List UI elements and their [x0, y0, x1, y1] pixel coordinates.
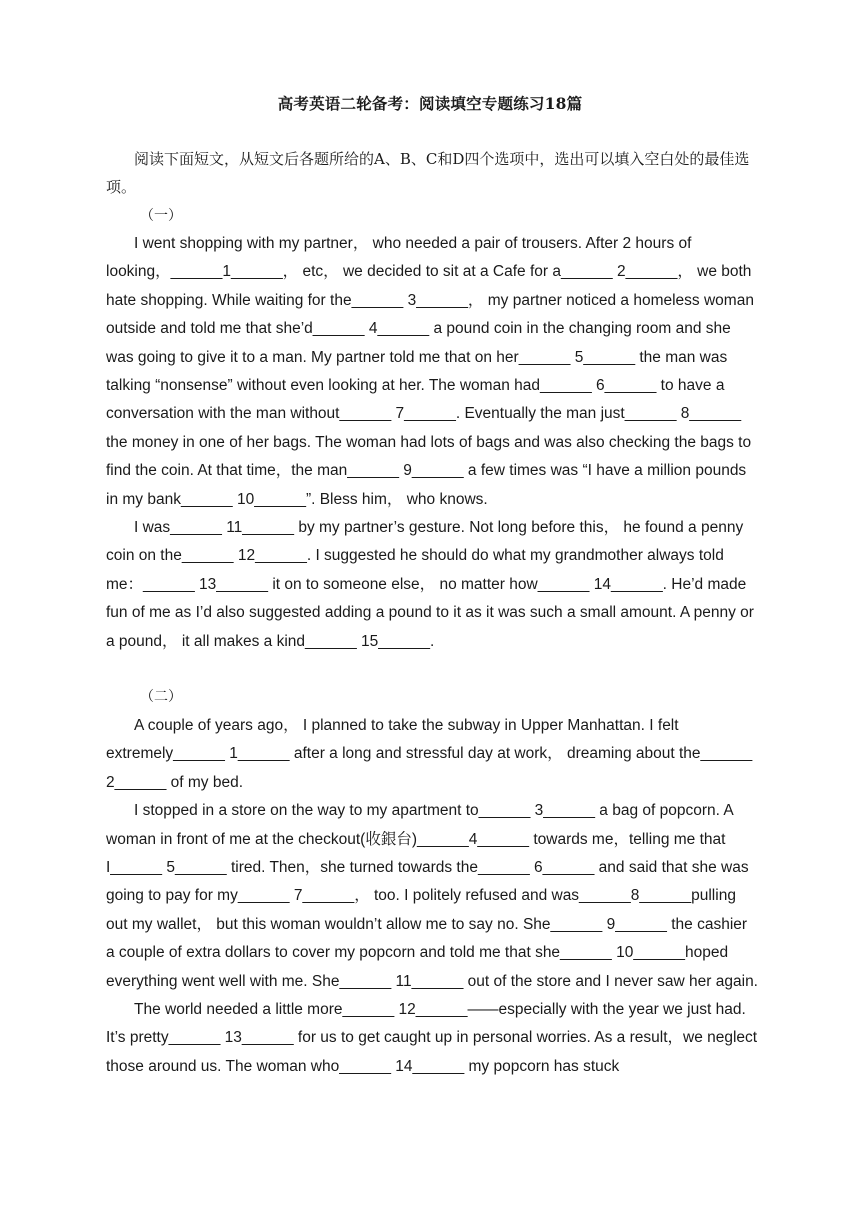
passage-1-paragraph: I went shopping with my partner， who needed a pair of trousers. After 2 hours of looking，______1______， etc， we decided to sit at a Cafe for a______ 2______， we both hate shopping. While waiting for the______ 3______， my partner noticed a homeless woman outside and told me that she’d______ 4______ a pound coin in the changing room and she was going to give it to a man. My partner told me that on her______ 5______ the man was talking “nonsense” without even looking at her. The woman had______ 6______ to have a conversation with the man without______ 7______. Eventually the man just______ 8______ the money in one of her bags. The woman had lots of bags and was also checking the bags to find the coin. At that time，the man______ 9______ a few times was “I have a million pounds in my bank______ 10______”. Bless him， who knows.: [106, 235, 754, 508]
section-label-2: （二）: [140, 689, 182, 705]
passage-1-paragraph: I was______ 11______ by my partner’s gesture. Not long before this， he found a penny coin on the______ 12______. I suggested he should do what my grandmother always told me：______ 13______ it on to someone else， no matter how______ 14______. He’d made fun of me as I’d also suggested adding a pound to it as it was such a small amount. A penny or a pound， it all makes a kind______ 15______.: [106, 519, 754, 650]
document-title: 高考英语二轮备考：阅读填空专题练习18篇: [277, 94, 583, 113]
passage-1: [106, 230, 758, 656]
section-label-1: （一）: [140, 208, 182, 224]
passage-2: [106, 712, 758, 1081]
passage-2-paragraph: I stopped in a store on the way to my apartment to______ 3______ a bag of popcorn. A woman in front of me at the checkout(收銀台)______4______ towards me，telling me that I______ 5______ tired. Then，she turned towards the______ 6______ and said that she was going to pay for my______ 7______， too. I politely refused and was______8______pulling out my wallet， but this woman wouldn’t allow me to say no. She______ 9______ the cashier a couple of extra dollars to cover my popcorn and told me that she______ 10______hoped everything went well with me. She______ 11______ out of the store and I never saw her again.: [106, 802, 758, 990]
instructions-text: 阅读下面短文，从短文后各题所给的A、B、C和D四个选项中，选出可以填入空白处的最佳选项。: [106, 150, 750, 196]
passage-2-paragraph: A couple of years ago， I planned to take the subway in Upper Manhattan. I felt extremely______ 1______ after a long and stressful day at work， dreaming about the______ 2______ of my bed.: [106, 717, 753, 791]
passage-2-paragraph: The world needed a little more______ 12______——especially with the year we just had. It’s pretty______ 13______ for us to get caught up in personal worries. As a result，we neglect those around us. The woman who______ 14______ my popcorn has stuck: [106, 1001, 758, 1075]
